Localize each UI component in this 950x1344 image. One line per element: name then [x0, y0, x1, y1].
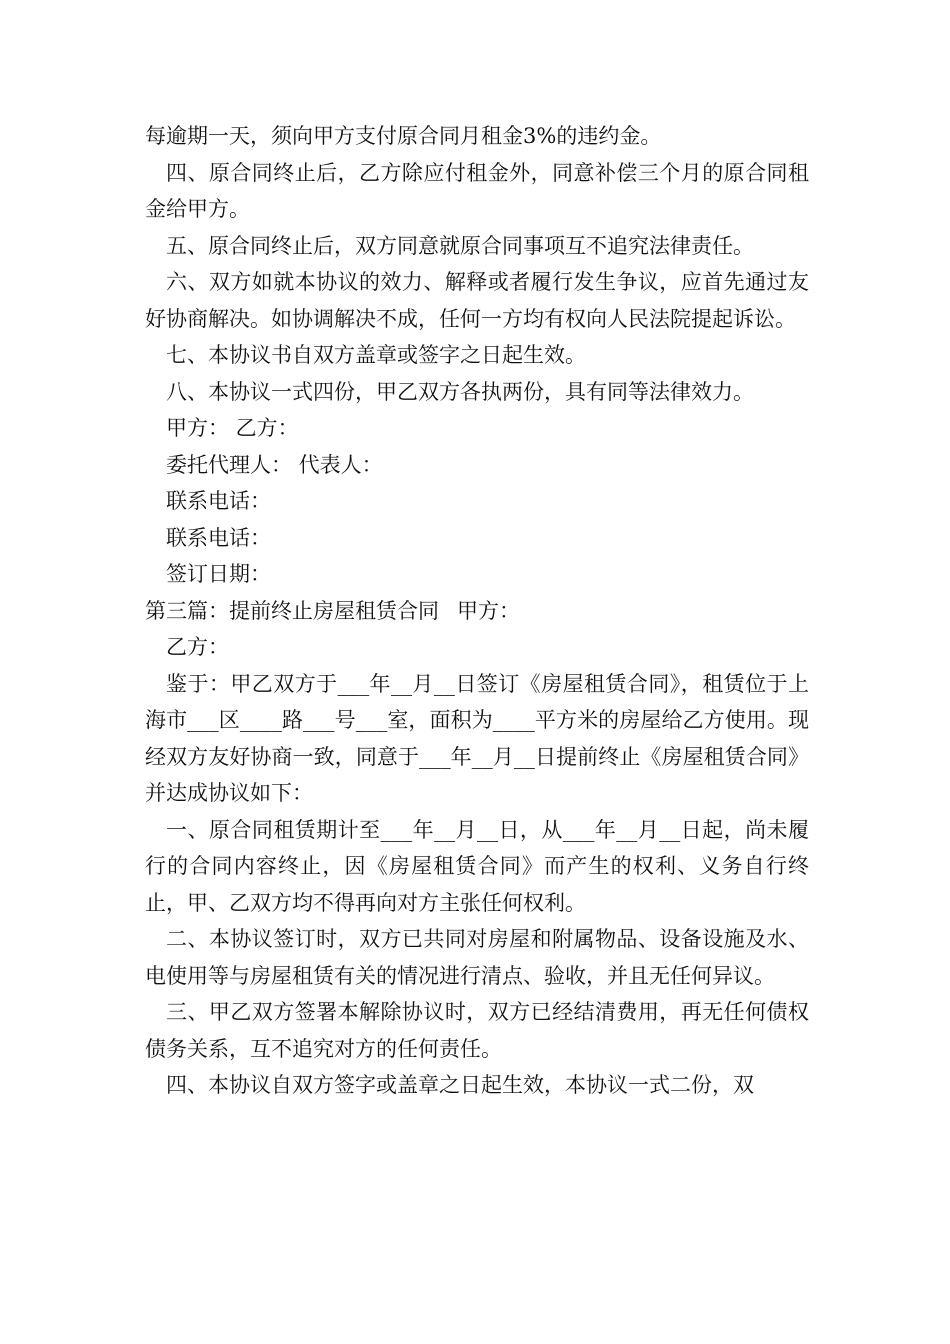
paragraph: 八、本协议一式四份，甲乙双方各执两份，具有同等法律效力。	[166, 379, 754, 404]
party-b-label: 乙方：	[166, 635, 229, 659]
contact-phone-line: 联系电话：	[166, 489, 271, 513]
contact-phone-line: 联系电话：	[166, 525, 271, 550]
paragraph: 每逾期一天，须向甲方支付原合同月租金3%的违约金。	[145, 124, 662, 148]
paragraph: 鉴于：甲乙双方于___年__月__日签订《房屋租赁合同》，租赁位于上海市___区____路___号___室，面积为____平方米的房屋给乙方使用。现经双方友好协商一致，同意于___年__月__日提前终止《房屋租赁合同》并达成协议如下：	[145, 671, 809, 805]
paragraph: 四、原合同终止后，乙方除应付租金外，同意补偿三个月的原合同租金给甲方。	[145, 160, 809, 221]
paragraph: 二、本协议签订时，双方已共同对房屋和附属物品、设备设施及水、电使用等与房屋租赁有关的情况进行清点、验收，并且无任何异议。	[145, 927, 809, 988]
party-a-label: 甲方：	[457, 598, 520, 623]
paragraph: 三、甲乙双方签署本解除协议时，双方已经结清费用，再无任何债权债务关系，互不追究对方的任何责任。	[145, 1000, 809, 1061]
paragraph: 四、本协议自双方签字或盖章之日起生效，本协议一式二份，双	[166, 1073, 754, 1097]
section-title-line	[145, 593, 809, 630]
signing-date-line: 签订日期：	[166, 562, 271, 586]
paragraph: 一、原合同租赁期计至___年__月__日，从___年__月__日起，尚未履行的合同内容终止，因《房屋租赁合同》而产生的权利、义务自行终止，甲、乙双方均不得再向对方主张任何权利。	[145, 817, 809, 915]
paragraph: 五、原合同终止后，双方同意就原合同事项互不追究法律责任。	[166, 233, 754, 258]
signature-line-parties: 甲方： 乙方：	[166, 416, 299, 440]
paragraph: 六、双方如就本协议的效力、解释或者履行发生争议，应首先通过友好协商解决。如协调解决不成，任何一方均有权向人民法院提起诉讼。	[145, 270, 809, 331]
paragraph: 七、本协议书自双方盖章或签字之日起生效。	[166, 343, 586, 367]
signature-line-agents: 委托代理人： 代表人：	[166, 452, 383, 477]
section-title: 第三篇：提前终止房屋租赁合同	[145, 598, 439, 623]
document-body	[145, 118, 809, 1104]
